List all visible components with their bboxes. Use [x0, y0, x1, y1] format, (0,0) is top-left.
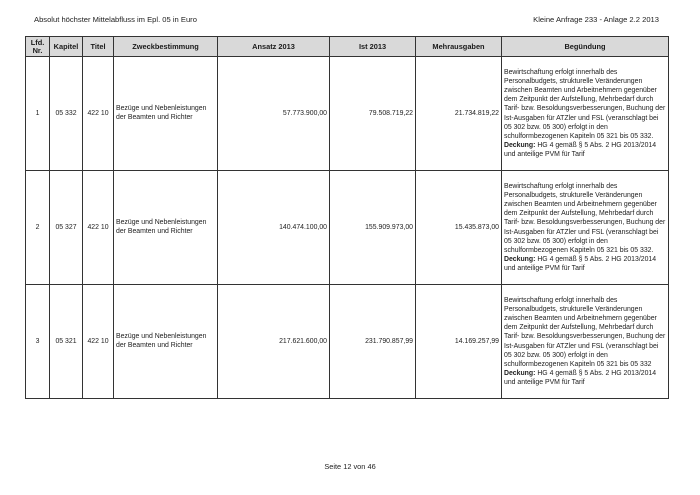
- cell-begruendung: [502, 285, 669, 399]
- cell-ist: 231.790.857,99: [330, 285, 416, 399]
- cell-zweck: Bezüge und Nebenleistungen der Beamten und Richter: [114, 285, 218, 399]
- cell-nr: 3: [26, 285, 50, 399]
- cell-nr: 2: [26, 171, 50, 285]
- column-header-zweck: Zweckbestimmung: [114, 37, 218, 57]
- page-number: Seite 12 von 46: [324, 462, 376, 471]
- cell-begruendung: [502, 171, 669, 285]
- table-row: [26, 285, 669, 399]
- column-header-nr: Lfd. Nr.: [26, 37, 50, 57]
- expenditure-table: [25, 36, 669, 399]
- begruendung-text: Bewirtschaftung erfolgt innerhalb des Personalbudgets, strukturelle Veränderungen zwischen Beamten und Arbeitnehmern gegenüber dem Zeitpunkt der Aufstellung, Mehrbedarf durch Tarif- bzw. Besoldungsverbesserungen, Buchung der Ist-Ausgaben für ATZler und FSL (veranschlagt bei 05 302 bzw. 05 300) erfolgt in den schulformbezogenen Kapiteln 05 321 bis 05 332.: [504, 183, 666, 254]
- cell-ist: 79.508.719,22: [330, 57, 416, 171]
- cell-ansatz: 57.773.900,00: [218, 57, 330, 171]
- deckung-label: Deckung:: [504, 369, 536, 377]
- deckung-label: Deckung:: [504, 255, 536, 263]
- column-header-kapitel: Kapitel: [50, 37, 83, 57]
- cell-titel: 422 10: [83, 285, 114, 399]
- cell-ist: 155.909.973,00: [330, 171, 416, 285]
- cell-kapitel: 05 332: [50, 57, 83, 171]
- cell-nr: 1: [26, 57, 50, 171]
- deckung-label: Deckung:: [504, 141, 536, 149]
- table-row: [26, 171, 669, 285]
- cell-begruendung: [502, 57, 669, 171]
- deckung-text: HG 4 gemäß § 5 Abs. 2 HG 2013/2014 und anteilige PVM für Tarif: [504, 369, 657, 386]
- header-left: Absolut höchster Mittelabfluss im Epl. 05 in Euro: [34, 15, 197, 24]
- column-header-titel: Titel: [83, 37, 114, 57]
- cell-ansatz: 140.474.100,00: [218, 171, 330, 285]
- deckung-text: HG 4 gemäß § 5 Abs. 2 HG 2013/2014 und anteilige PVM für Tarif: [504, 141, 657, 158]
- cell-kapitel: 05 321: [50, 285, 83, 399]
- column-header-ist: Ist 2013: [330, 37, 416, 57]
- cell-mehr: 14.169.257,99: [416, 285, 502, 399]
- cell-zweck: Bezüge und Nebenleistungen der Beamten und Richter: [114, 57, 218, 171]
- cell-mehr: 21.734.819,22: [416, 57, 502, 171]
- cell-titel: 422 10: [83, 57, 114, 171]
- cell-ansatz: 217.621.600,00: [218, 285, 330, 399]
- cell-kapitel: 05 327: [50, 171, 83, 285]
- table-header-row: [26, 37, 669, 57]
- header-right: Kleine Anfrage 233 - Anlage 2.2 2013: [533, 15, 659, 24]
- begruendung-text: Bewirtschaftung erfolgt innerhalb des Personalbudgets, strukturelle Veränderungen zwischen Beamten und Arbeitnehmern gegenüber dem Zeitpunkt der Aufstellung, Mehrbedarf durch Tarif- bzw. Besoldungsverbesserungen, Buchung der Ist-Ausgaben für ATZler und FSL (veranschlagt bei 05 302 bzw. 05 300) erfolgt in den schulformbezogenen Kapiteln 05 321 bis 05 332: [504, 297, 666, 368]
- begruendung-text: Bewirtschaftung erfolgt innerhalb des Personalbudgets, strukturelle Veränderungen zwischen Beamten und Arbeitnehmern gegenüber dem Zeitpunkt der Aufstellung, Mehrbedarf durch Tarif- bzw. Besoldungsverbesserungen, Buchung der Ist-Ausgaben für ATZler und FSL (veranschlagt bei 05 302 bzw. 05 300) erfolgt in den schulformbezogenen Kapiteln 05 321 bis 05 332.: [504, 69, 666, 140]
- table-row: [26, 57, 669, 171]
- column-header-begruendung: Begündung: [502, 37, 669, 57]
- cell-mehr: 15.435.873,00: [416, 171, 502, 285]
- cell-zweck: Bezüge und Nebenleistungen der Beamten und Richter: [114, 171, 218, 285]
- cell-titel: 422 10: [83, 171, 114, 285]
- deckung-text: HG 4 gemäß § 5 Abs. 2 HG 2013/2014 und anteilige PVM für Tarif: [504, 255, 657, 272]
- column-header-ansatz: Ansatz 2013: [218, 37, 330, 57]
- column-header-mehr: Mehrausgaben: [416, 37, 502, 57]
